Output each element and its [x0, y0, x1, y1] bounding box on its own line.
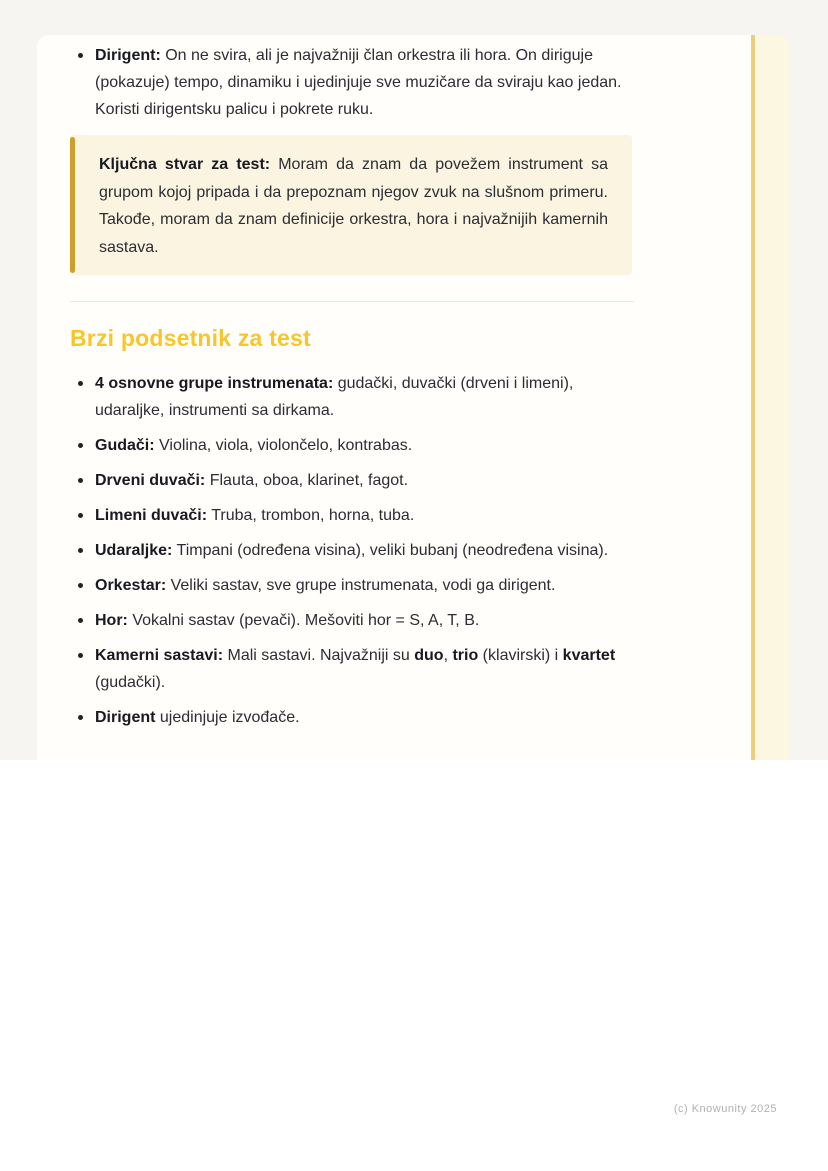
- list-item: [70, 467, 634, 494]
- plain-text: Mali sastavi. Najvažniji su: [223, 647, 415, 664]
- callout-text: [99, 151, 608, 261]
- list-item: [70, 502, 634, 529]
- plain-text: ujedinjuje izvođače.: [155, 709, 300, 726]
- plain-text: (gudački).: [95, 674, 166, 691]
- bold-text: trio: [452, 647, 479, 664]
- list-item: [70, 537, 634, 564]
- section-divider: [70, 301, 634, 302]
- plain-text: gudački, duvački (drveni i limeni), udaraljke, instrumenti sa dirkama.: [95, 375, 574, 419]
- plain-text: Veliki sastav, sve grupe instrumenata, vodi ga dirigent.: [166, 577, 556, 594]
- bold-text: Orkestar:: [95, 577, 167, 594]
- bold-text: Drveni duvači:: [95, 472, 206, 489]
- bold-text: Limeni duvači:: [95, 507, 208, 524]
- bold-text: 4 osnovne grupe instrumenata:: [95, 375, 334, 392]
- list-item: [70, 607, 634, 634]
- list-item: [70, 42, 634, 123]
- section-heading: Brzi podsetnik za test: [70, 325, 311, 351]
- bold-text: Udaraljke:: [95, 542, 173, 559]
- list-item: [70, 572, 634, 599]
- plain-text: Vokalni sastav (pevači). Mešoviti hor = S, A, T, B.: [127, 612, 480, 629]
- plain-text: Flauta, oboa, klarinet, fagot.: [205, 472, 409, 489]
- summary-list: [70, 370, 634, 731]
- bold-text: kvartet: [562, 647, 616, 664]
- note-card: [37, 35, 790, 760]
- plain-text: Timpani (određena visina), veliki bubanj (neodređena visina).: [172, 542, 609, 559]
- key-point-callout: [70, 135, 632, 275]
- note-content: [37, 35, 634, 731]
- content-column: [70, 42, 634, 731]
- plain-text: ,: [443, 647, 453, 664]
- intro-list: [70, 42, 634, 123]
- plain-text: Moram da znam da povežem instrument sa grupom kojoj pripada i da prepoznam njegov zvuk na slušnom primeru. Takođe, moram da znam definicije orkestra, hora i najvažnijih kamernih sastava.: [99, 156, 608, 256]
- page-edge-strip: [751, 35, 790, 760]
- copyright-footer: (c) Knowunity 2025: [673, 1103, 777, 1115]
- bold-text: Gudači:: [95, 437, 155, 454]
- plain-text: Violina, viola, violončelo, kontrabas.: [154, 437, 413, 454]
- list-item: [70, 704, 634, 731]
- bold-text: Dirigent:: [95, 47, 161, 64]
- bold-text: duo: [414, 647, 444, 664]
- list-item: [70, 432, 634, 459]
- plain-text: (klavirski) i: [478, 647, 563, 664]
- plain-text: Truba, trombon, horna, tuba.: [207, 507, 415, 524]
- plain-text: On ne svira, ali je najvažniji član orkestra ili hora. On diriguje (pokazuje) tempo, dinamiku i ujedinjuje sve muzičare da sviraju kao jedan. Koristi dirigentsku palicu i pokrete ruku.: [95, 47, 622, 118]
- bold-text: Hor:: [95, 612, 128, 629]
- list-item: [70, 642, 634, 696]
- list-item: [70, 370, 634, 424]
- bold-text: Ključna stvar za test:: [99, 156, 271, 173]
- bold-text: Dirigent: [95, 709, 156, 726]
- bold-text: Kamerni sastavi:: [95, 647, 224, 664]
